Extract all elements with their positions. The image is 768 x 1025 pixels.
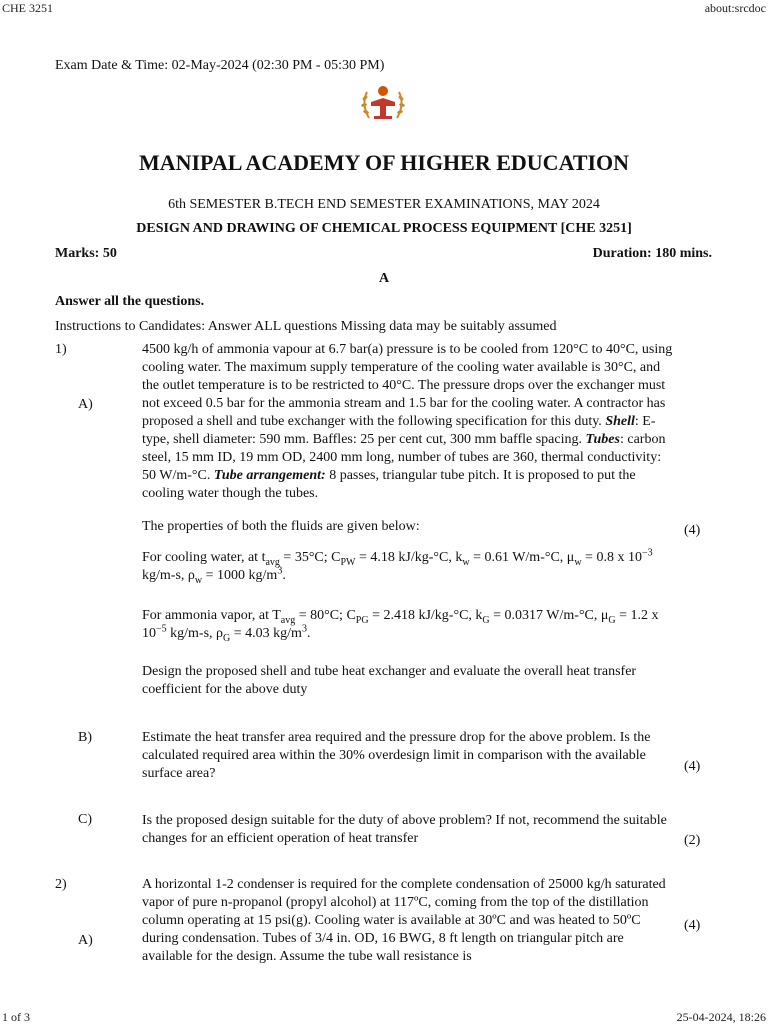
answer-all-note: Answer all the questions. — [55, 294, 205, 309]
question-1-part-a-text — [142, 341, 677, 503]
shell-spec: : E-type, shell diameter: 590 mm. Baffles: 25 per cent cut, 300 mm baffle spacing. — [142, 414, 656, 447]
course-title: DESIGN AND DRAWING OF CHEMICAL PROCESS EQUIPMENT [CHE 3251] — [136, 221, 632, 236]
cooling-water-properties: For cooling water, at $t_{avg} = 35^\circ C$; $C_{PW} = 4.18$ kJ/kg-°C, $k_w = 0.61$ W/m-°C, $\mu_w = 0.8$ x $10^{-3}$ kg/m-s, $\rho_w = 1000$ $kg/m^3$. — [142, 547, 653, 586]
design-task: Design the proposed shell and tube heat exchanger and evaluate the overall heat transfer coefficient for the above duty — [142, 664, 637, 697]
shell-label: Shell — [605, 414, 635, 429]
exam-semester: 6th SEMESTER B.TECH END SEMESTER EXAMINATIONS, MAY 2024 — [168, 197, 600, 212]
question-1-part-c-text: Is the proposed design suitable for the duty of above problem? If not, recommend the suitable changes for an efficient operation of heat transfer — [142, 813, 667, 846]
question-number-2: 2) — [55, 877, 67, 892]
exam-date-time: Exam Date & Time: 02-May-2024 (02:30 PM - 05:30 PM) — [55, 58, 385, 73]
arrangement-spec: 8 passes, triangular tube pitch. It is proposed to put the cooling water though the tubes. — [142, 468, 636, 501]
exam-duration: Duration: 180 mins. — [592, 246, 712, 261]
section-label: A — [378, 271, 390, 286]
question-1-part-b-label: B) — [78, 730, 92, 745]
properties-intro: The properties of both the fluids are given below: — [142, 519, 420, 534]
university-logo — [357, 82, 409, 124]
marks-total: Marks: 50 — [55, 246, 117, 261]
page-count-footer: 1 of 3 — [2, 1010, 30, 1024]
question-1-part-a-label: A) — [78, 397, 93, 412]
timestamp-footer: 25-04-2024, 18:26 — [676, 1010, 766, 1024]
q1a-intro: 4500 kg/h of ammonia vapour at 6.7 bar(a) pressure is to be cooled from 120°C to 40°C, using cooling water. The maximum supply temperature of the cooling water available is 30°C, and the outlet temperature is to be restricted to 40°C. The pressure drops over the exchanger must not exceed 0.5 bar for the ammonia stream and 1.5 bar for the cooling water. A contractor has proposed a shell and tube exchanger with the following specification for this duty. — [142, 342, 673, 429]
marks-q1a: (4) — [684, 523, 701, 538]
page-title-header: CHE 3251 — [2, 1, 53, 15]
ammonia-vapor-properties: For ammonia vapor, at $T_{avg} = 80^\circ C$; $C_{PG} = 2.418$ kJ/kg-°C, $k_G = 0.0317$ W/m-°C, $\mu_G = 1.2$ x $10^{-5}$ kg/m-s, $\rho_G = 4.03$ $kg/m^3$. — [142, 608, 659, 644]
arrangement-label: Tube arrangement: — [213, 468, 326, 483]
page-url-header: about:srcdoc — [704, 1, 766, 15]
question-number-1: 1) — [55, 342, 67, 357]
university-seal-icon — [357, 82, 409, 124]
tubes-label: Tubes — [585, 432, 620, 447]
marks-q1b: (4) — [684, 759, 701, 774]
question-2-part-a-text: A horizontal 1-2 condenser is required for the complete condensation of 25000 kg/h saturated vapor of pure n-propanol (propyl alcohol) at 117ºC, coming from the top of the distillation column operating at 15 psi(g). Cooling water is available at 30ºC and was heated to 50ºC during condensation. Tubes of 3/4 in. OD, 16 BWG, 8 ft length on triangular pitch are available for the design. Assume the tube wall resistance is — [142, 877, 666, 964]
marks-q2a: (4) — [684, 918, 701, 933]
question-1-part-b-text: Estimate the heat transfer area required and the pressure drop for the above problem. Is the calculated required area within the 30% overdesign limit in comparison with the available surface area? — [142, 730, 651, 781]
institution-name: MANIPAL ACADEMY OF HIGHER EDUCATION — [138, 150, 630, 175]
instructions: Instructions to Candidates: Answer ALL questions Missing data may be suitably assumed — [55, 319, 557, 334]
question-2-part-a-label: A) — [78, 933, 93, 948]
marks-q1c: (2) — [684, 833, 701, 848]
question-1-part-c-label: C) — [78, 812, 92, 827]
tubes-spec: : carbon steel, 15 mm ID, 19 mm OD, 2400 mm long, number of tubes are 360, thermal conductivity: 50 W/m-°C. — [142, 432, 666, 483]
